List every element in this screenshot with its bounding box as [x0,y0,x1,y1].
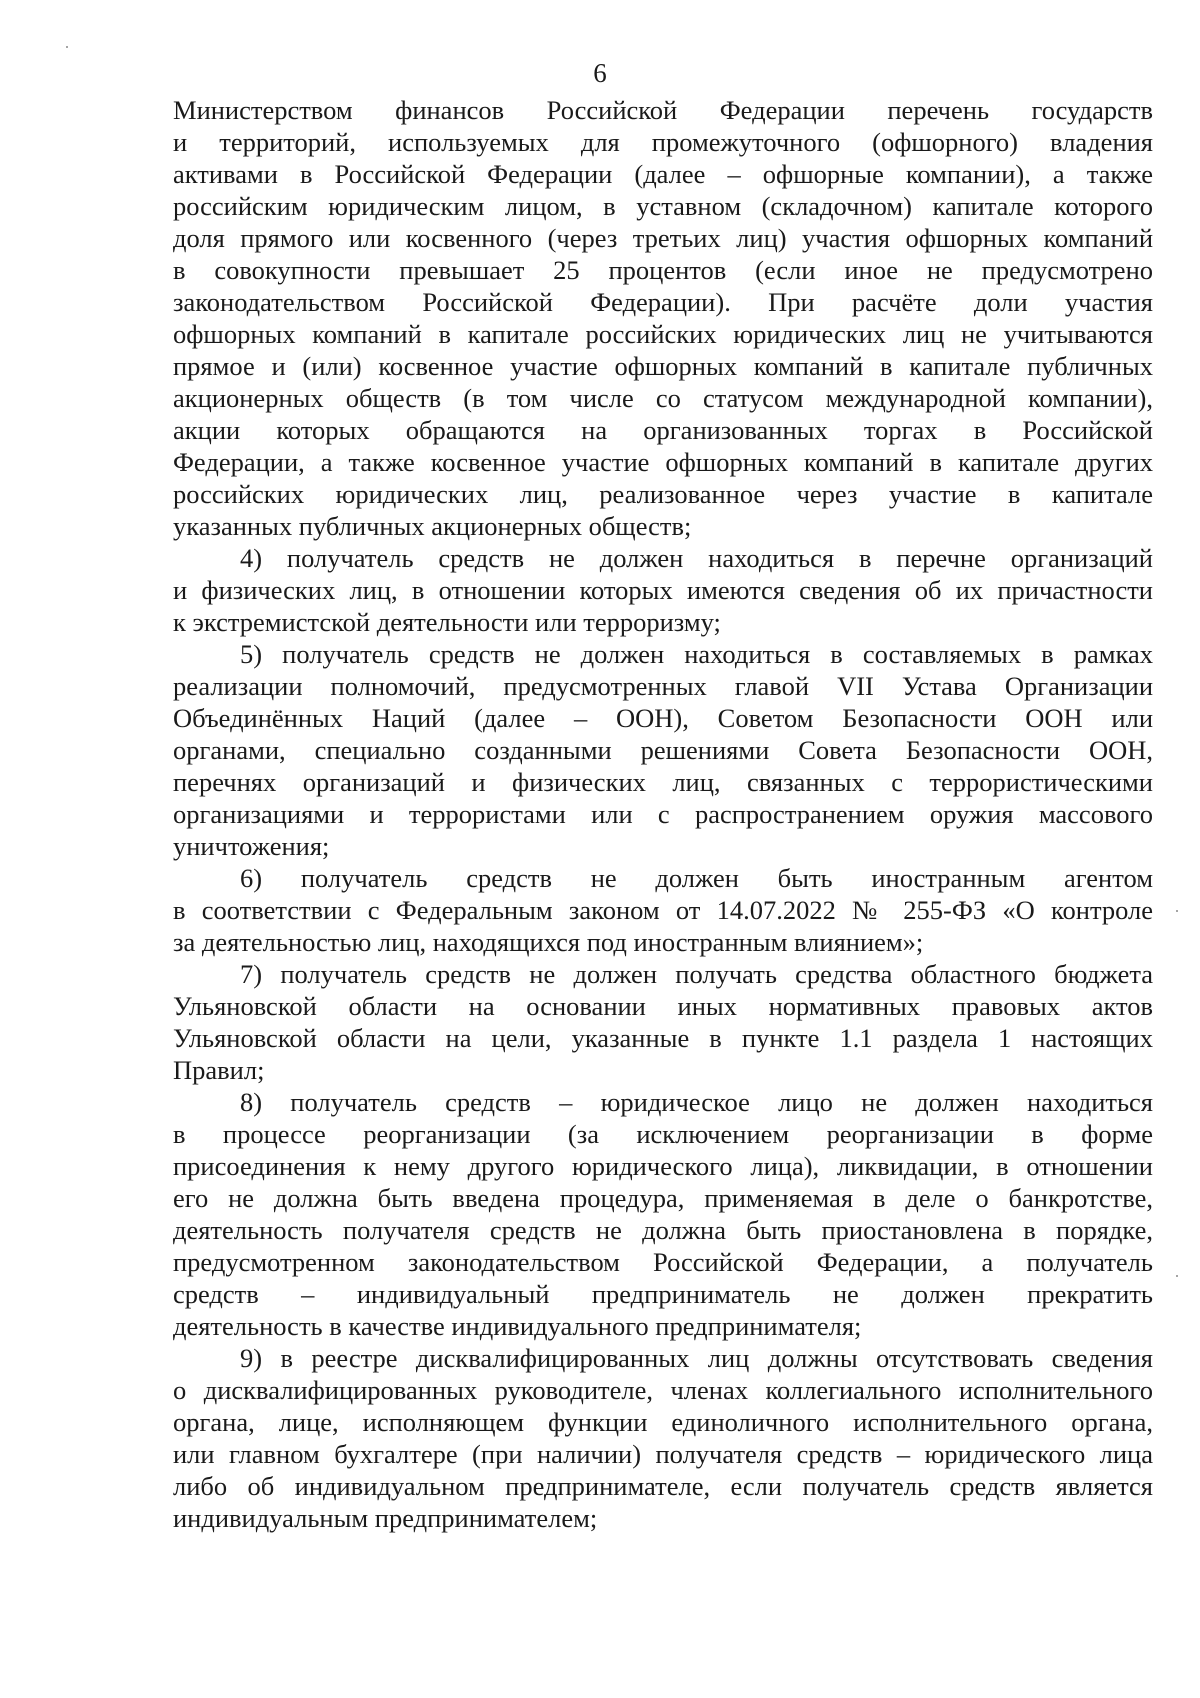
paragraph [173,94,1153,542]
paragraph [173,1342,1153,1534]
text-line: российским юридическим лицом, в уставном (складочном) капитале которого [173,191,1153,221]
text-line: 5) получатель средств не должен находиться в составляемых в рамках [240,639,1153,669]
text-line: и физических лиц, в отношении которых имеются сведения об их причастности [173,575,1153,605]
text-line: 8) получатель средств – юридическое лицо не должен находиться [240,1087,1153,1117]
text-line: в совокупности превышает 25 процентов (если иное не предусмотрено [173,255,1153,285]
text-line: органа, лице, исполняющем функции единоличного исполнительного органа, [173,1407,1153,1437]
text-line: присоединения к нему другого юридического лица), ликвидации, в отношении [173,1151,1153,1181]
text-line: за деятельностью лиц, находящихся под иностранным влиянием»; [173,927,924,957]
text-line: российских юридических лиц, реализованное через участие в капитале [173,479,1153,509]
text-line: Ульяновской области на цели, указанные в пункте 1.1 раздела 1 настоящих [173,1023,1153,1053]
text-line: деятельность в качестве индивидуального предпринимателя; [173,1311,862,1341]
text-line: 9) в реестре дисквалифицированных лиц должны отсутствовать сведения [240,1343,1153,1373]
text-line: предусмотренном законодательством Российской Федерации, а получатель [173,1247,1153,1277]
text-line: 4) получатель средств не должен находиться в перечне организаций [240,543,1153,573]
scan-speck [1176,1275,1178,1277]
paragraph [173,542,1153,638]
text-line: 7) получатель средств не должен получать средства областного бюджета [240,959,1153,989]
text-line: перечнях организаций и физических лиц, связанных с террористическими [173,767,1153,797]
text-line: офшорных компаний в капитале российских юридических лиц не учитываются [173,319,1153,349]
text-line: либо об индивидуальном предпринимателе, если получатель средств является [173,1471,1153,1501]
text-line: прямое и (или) косвенное участие офшорных компаний в капитале публичных [173,351,1153,381]
text-line: и территорий, используемых для промежуточного (офшорного) владения [173,127,1153,157]
text-line: в процессе реорганизации (за исключением реорганизации в форме [173,1119,1153,1149]
text-line: средств – индивидуальный предприниматель не должен прекратить [173,1279,1153,1309]
text-line: реализации полномочий, предусмотренных главой VII Устава Организации [173,671,1153,701]
paragraph [173,1086,1153,1342]
text-line: органами, специально созданными решениями Совета Безопасности ООН, [173,735,1153,765]
paragraph [173,958,1153,1086]
page-number: 6 [593,58,607,88]
text-line: указанных публичных акционерных обществ; [173,511,692,541]
scan-speck [66,46,68,48]
document-body [173,94,1153,1534]
text-line: индивидуальным предпринимателем; [173,1503,598,1533]
paragraph [173,638,1153,862]
text-line: активами в Российской Федерации (далее – офшорные компании), а также [173,159,1153,189]
paragraph [173,862,1153,958]
text-line: Ульяновской области на основании иных нормативных правовых актов [173,991,1153,1021]
text-line: Федерации, а также косвенное участие офшорных компаний в капитале других [173,447,1153,477]
text-line: уничтожения; [173,831,330,861]
text-line: о дисквалифицированных руководителе, членах коллегиального исполнительного [173,1375,1153,1405]
text-line: Правил; [173,1055,265,1085]
text-line: его не должна быть введена процедура, применяемая в деле о банкротстве, [173,1183,1153,1213]
text-line: законодательством Российской Федерации). При расчёте доли участия [173,287,1153,317]
text-line: деятельность получателя средств не должна быть приостановлена в порядке, [173,1215,1153,1245]
text-line: к экстремистской деятельности или терроризму; [173,607,721,637]
text-line: акции которых обращаются на организованных торгах в Российской [173,415,1153,445]
text-line: или главном бухгалтере (при наличии) получателя средств – юридического лица [173,1439,1153,1469]
text-line: 6) получатель средств не должен быть иностранным агентом [240,863,1153,893]
text-line: в соответствии с Федеральным законом от 14.07.2022 № 255-ФЗ «О контроле [173,895,1153,925]
text-line: организациями и террористами или с распространением оружия массового [173,799,1153,829]
text-line: акционерных обществ (в том числе со статусом международной компании), [173,383,1153,413]
text-line: доля прямого или косвенного (через третьих лиц) участия офшорных компаний [173,223,1153,253]
scan-speck [1176,910,1178,912]
text-line: Объединённых Наций (далее – ООН), Советом Безопасности ООН или [173,703,1153,733]
text-line: Министерством финансов Российской Федерации перечень государств [173,95,1153,125]
